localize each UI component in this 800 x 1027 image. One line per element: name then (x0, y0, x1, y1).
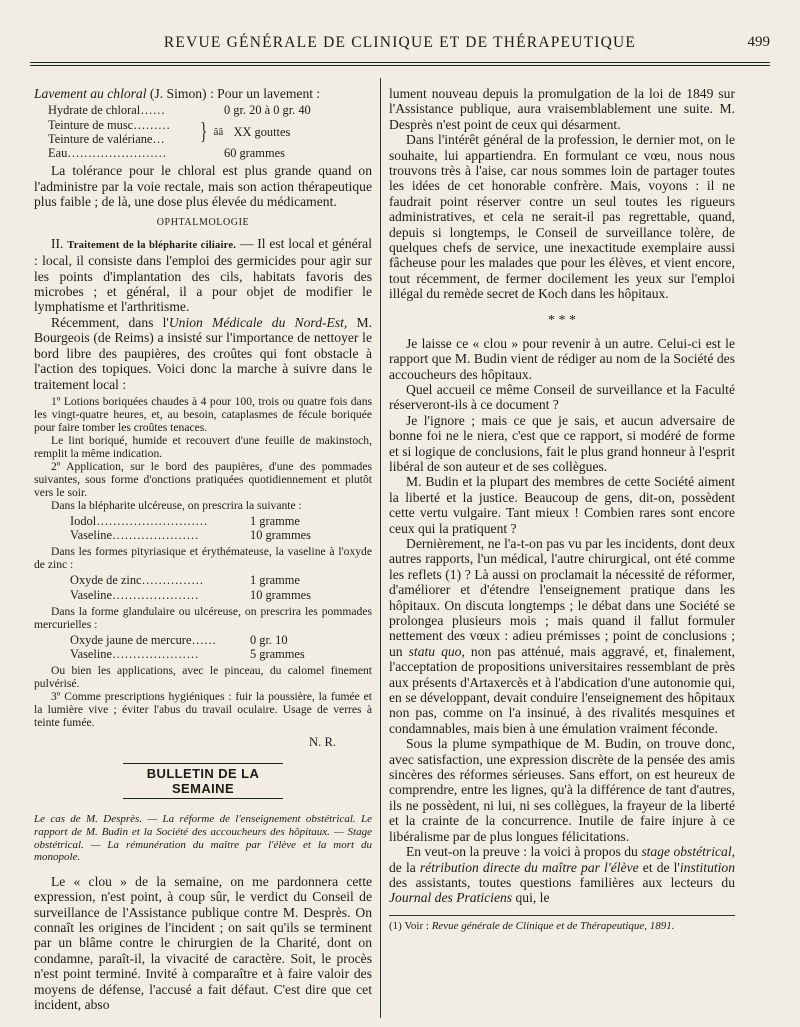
bulletin-paragraph: Le « clou » de la semaine, on me pardonnera cette expression, n'est point, à coup sûr, le verdict du Conseil de surveillance de l'Assistance publique contre M. Desprès. On connaît les origines de l'incident ; on sait qu'ils se terminent par un blâme contre le chirurgien de la Charité, dont on condamne, paraît-il, la vivacité de caractère. Soit, le procès n'est point terminé. Invité à comparaître et à faire valoir des moyens de défense, l'accusé a fait défaut. C'est dire que cet incident, abso (34, 873, 372, 1012)
bulletin-summary: Le cas de M. Desprès. — La réforme de l'enseignement obstétrical. Le rapport de M. Budin et la Société des accoucheurs des hôpitaux. — Stage obstétrical. — La rémunération du maître par l'élève et la mort du monopole. (34, 813, 372, 864)
running-header (30, 34, 770, 54)
bourgeois-paragraph: Récemment, dans l'Union Médicale du Nord-Est, M. Bourgeois (de Reims) a insisté sur l'importance de nettoyer le bord libre des paupières, des croûtes qui font obstacle à l'action des topiques. Voici donc la marche à suivre dans le traitement local : (34, 314, 372, 392)
step-2c: Dans la forme glandulaire ou ulcéreuse, on prescrira les pommades mercurielles : (34, 604, 372, 631)
recipe-mercure: Oxyde jaune de mercure…… 0 gr. 10 Vaseline………………… 5 grammes (70, 632, 305, 661)
brace-icon: } (200, 118, 208, 145)
recipe-row: Hydrate de chloral…… 0 gr. 20 à 0 gr. 40 (48, 103, 311, 118)
journal-title: REVUE GÉNÉRALE DE CLINIQUE ET DE THÉRAPEUTIQUE (163, 34, 637, 51)
recipe-row: Eau…………………… 60 grammes (48, 146, 285, 161)
paragraph: Quel accueil ce même Conseil de surveillance et la Faculté réserveront-ils à ce document ? (389, 381, 735, 413)
step-2: 2º Application, sur le bord des paupières, d'une des pommades suivantes, sous forme d'onctions pratiquées quotidiennement et plutôt vers le soir. (34, 459, 372, 499)
recipe-zinc: Oxyde de zinc…………… 1 gramme Vaseline………………… 10 grammes (70, 573, 311, 602)
footnote: (1) Voir : Revue générale de Clinique et de Thérapeutique, 1891. (389, 919, 675, 932)
section-heading: OPHTALMOLOGIE (156, 217, 250, 229)
paragraph: M. Budin et la plupart des membres de cette Société aiment la liberté et la justice. Beaucoup de gens, dit-on, possèdent cette vertu vulgaire. Tant mieux ! Combien rares sont encore ceux qui la pratiquent ? (389, 474, 735, 536)
paragraph: Dans l'intérêt général de la profession, le dernier mot, on le souhaite, lui appartiendra. En formulant ce vœu, nous nous trouvons très à l'aise, car nous sommes loin de partager toutes les idées de cet honorable confrère. Mais, voyons : il ne faudrait point réserver contre un seul toutes les rigueurs administratives, et cela ne serait-il pas regrettable, quand, depuis si longtemps, le Conseil de surveillance tolère, de quelques chefs de service, une inexactitude exemplaire aussi fâcheuse pour les malades que pour les élèves, et vient encore, tout récemment, de fermer docilement les yeux sur l'emploi illégal du remède secret de Koch dans les hôpitaux. (389, 132, 735, 302)
header-rule (30, 62, 770, 63)
right-column (389, 86, 735, 933)
page-number: 499 (747, 34, 770, 50)
lavement-title: Lavement au chloral (34, 86, 147, 101)
header-rule-2 (30, 65, 770, 66)
section-stars: * * * (548, 312, 576, 328)
paragraph: Sous la plume sympathique de M. Budin, on trouve donc, avec satisfaction, une expression discrète de la pensée des amis sincères des réformes sérieuses. Sans effort, on est heureux de comprendre, entre les lignes, qu'à la différence de tant d'autres, ils ne possèdent, ni lui, ni ses collègues, la frayeur de la liberté et la crainte de la concurrence. Inutile de faire injure à ce libéralisme par de plus longues félicitations. (389, 736, 735, 844)
step-3: 3º Comme prescriptions hygiéniques : fuir la poussière, la fumée et la lumière vive ; éviter l'abus du travail oculaire. Usage de verres à teinte fumée. (34, 690, 372, 730)
lavement-intro: Lavement au chloral (J. Simon) : Pour un lavement : (34, 86, 321, 101)
paragraph: En veut-on la preuve : la voici à propos du stage obstétrical, de la rétribution directe du maître par l'élève et de l'institution des assistants, toutes questions familières aux lecteurs du Journal des Praticiens qui, le (389, 844, 736, 906)
lavement-recipe (48, 103, 372, 160)
blepharite-subtitle: Traitement de la blépharite ciliaire. (67, 239, 237, 251)
paragraph: Dernièrement, ne l'a-t-on pas vu par les incidents, dont deux autres rapports, l'un médical, l'autre chirurgical, ont été comme les reflets (1) ? Là aussi on proclamait la nécessité de réformer, d'améliorer et d'étendre l'enseignement pratique dans les hôpitaux. On discuta longtemps ; le débat dans une Société se prolongea plusieurs mois ; mais quand il fallut formuler nettement des vœux : adieu prémisses ; point de conclusions ; un statu quo, non pas atténué, mais aggravé, et, finalement, l'acceptation de propositions universitaires ressemblant de près aux présents d'Artaxercès et à l'abdication d'une autonomie qui, en se développant, devait conduire l'enseignement des hôpitaux non pas, comme on l'a insinué, à des rivalités mesquines et condamnables, mais bien à une émulation vraiment féconde. (389, 535, 736, 736)
left-column (34, 86, 372, 1012)
signature: N. R. (309, 735, 336, 750)
recipe-iodol: Iodol……………………… 1 gramme Vaseline………………… 10 grammes (70, 513, 311, 543)
step-2b: Dans les formes pityriasique et érythémateuse, la vaseline à l'oxyde de zinc : (34, 545, 372, 572)
step-2d: Ou bien les applications, avec le pinceau, du calomel finement pulvérisé. (34, 664, 372, 691)
column-separator (380, 78, 381, 1018)
step-1: 1º Lotions boriquées chaudes à 4 pour 100, trois ou quatre fois dans les vingt-quatre heures, et, au besoin, cataplasmes de fécule boriquée pour faire tomber les croûtes tenaces. (34, 394, 372, 434)
paragraph: Je laisse ce « clou » pour revenir à un autre. Celui-ci est le rapport que M. Budin vient de rédiger au nom de la Société des accoucheurs des hôpitaux. (389, 335, 735, 382)
paragraph: lument nouveau depuis la promulgation de la loi de 1849 sur l'Assistance publique, aura vraisemblablement une suite. M. Desprès n'est point de ceux qui désarment. (389, 86, 735, 132)
recipe-brace-group: Teinture de musc……… Teinture de valériane… } ââ XX gouttes (48, 117, 291, 146)
step-2a: Dans la blépharite ulcéreuse, on prescrira la suivante : (51, 498, 302, 512)
bulletin-heading: BULLETIN DE LA SEMAINE (123, 763, 283, 800)
step-1b: Le lint boriqué, humide et recouvert d'une feuille de makinstoch, remplit la même indication. (34, 433, 372, 460)
footnote-rule (389, 915, 735, 916)
lavement-text: La tolérance pour le chloral est plus grande quand on l'administre par la voie rectale, mais son action thérapeutique plus faible ; de là, une dose plus élevée du médicament. (34, 163, 372, 210)
blepharite-paragraph: II. Traitement de la blépharite ciliaire. — Il est local et général : local, il consiste dans l'emploi des germicides pour agir sur les points d'implantation des cils, habitats favoris des microbes ; et général, il a pour objet de modifier le lymphatisme et l'arthritisme. (34, 235, 372, 315)
paragraph: Je l'ignore ; mais ce que je sais, et aucun adversaire de bonne foi ne le niera, c'est que ce rapport, si modéré de forme et si logique de conclusions, fait le plus grand honneur à l'esprit libéral de son auteur et de ses collègues. (389, 412, 735, 474)
